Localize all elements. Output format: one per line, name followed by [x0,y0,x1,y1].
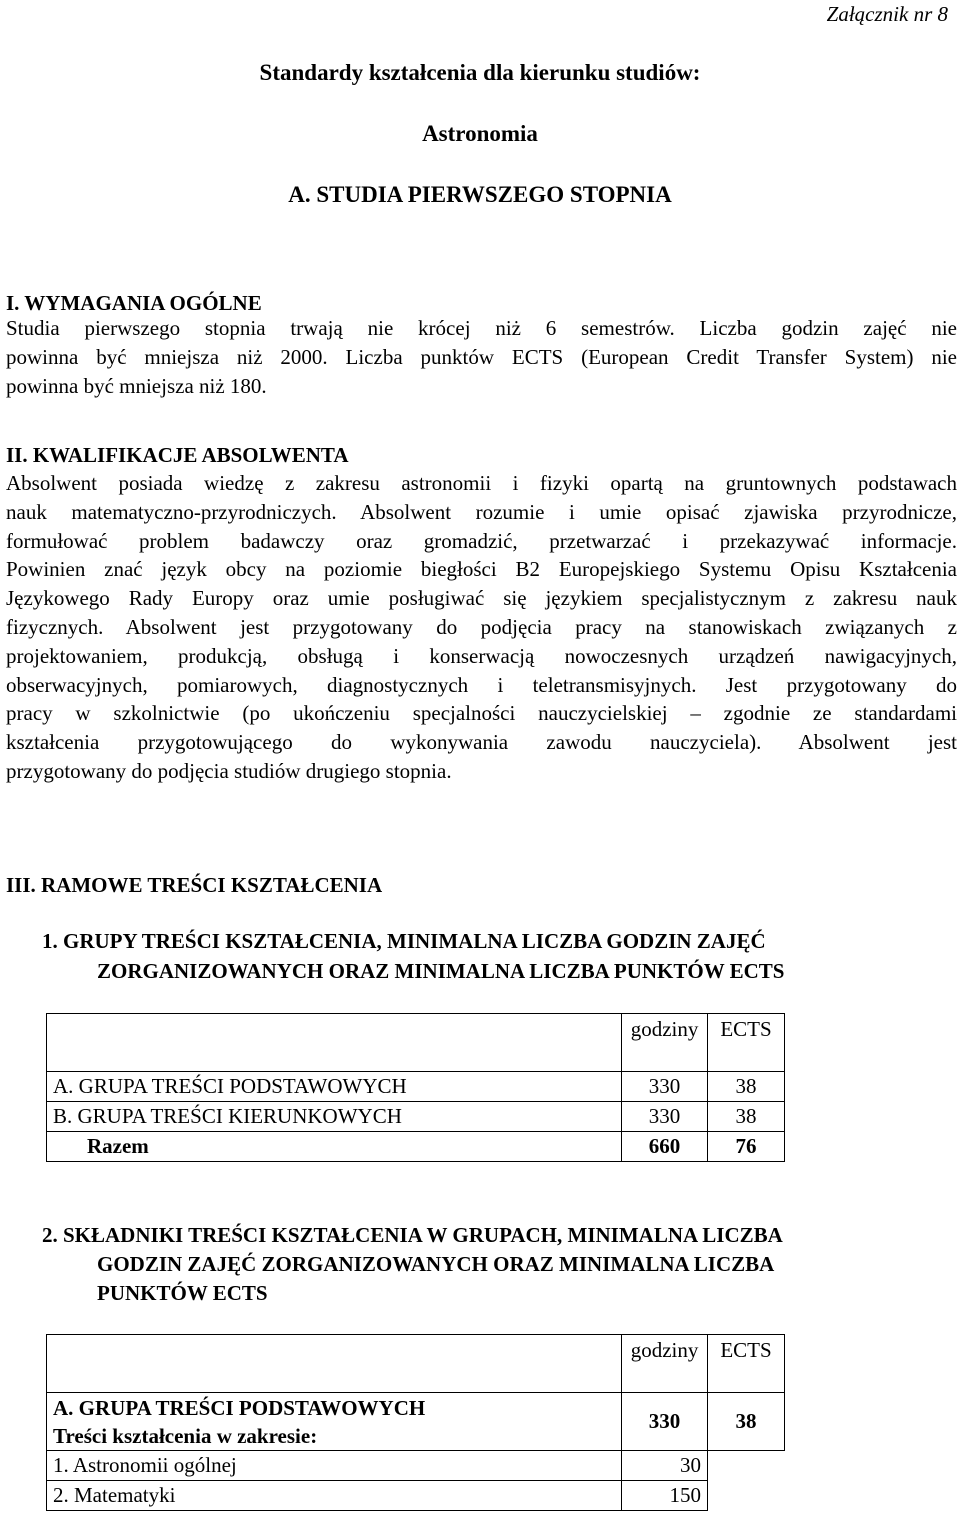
group-name-cell: B. GRUPA TREŚCI KIERUNKOWYCH [47,1102,622,1132]
section-heading-framework-content: III. RAMOWE TREŚCI KSZTAŁCENIA [6,873,383,897]
table-row [47,1072,785,1102]
text-line: Językowego Rady Europy oraz umie posługiwać się językiem specjalistycznym z zakresu nauk [6,586,957,611]
hours-cell: 330 [622,1072,708,1102]
group-name-cell: A. GRUPA TREŚCI PODSTAWOWYCH [47,1072,622,1102]
text-line: Absolwent posiada wiedzę z zakresu astronomii i fizyki opartą na gruntownych podstawach [6,471,957,495]
group-name: A. GRUPA TREŚCI PODSTAWOWYCH [53,1395,426,1420]
ects-column-header: ECTS [708,1014,785,1072]
section-heading-graduate-qualifications: II. KWALIFIKACJE ABSOLWENTA [6,443,349,467]
hours-cell: 30 [622,1451,708,1481]
text-line: projektowaniem, produkcją, obsługą i konserwacją nowoczesnych urządzeń nawigacyjnych, [6,643,957,668]
table-header-row [47,1335,785,1393]
subsection-heading-2-line3: PUNKTÓW ECTS [97,1281,268,1305]
document-title: Standardy kształcenia dla kierunku studiów: [259,60,701,85]
subsection-heading-2-line1: 2. SKŁADNIKI TREŚCI KSZTAŁCENIA W GRUPACH, MINIMALNA LICZBA [42,1223,783,1247]
section-heading-general-requirements: I. WYMAGANIA OGÓLNE [6,291,262,315]
subsection-heading-1-line2: ZORGANIZOWANYCH ORAZ MINIMALNA LICZBA PUNKTÓW ECTS [97,959,785,983]
groups-table [46,1013,785,1162]
empty-cell [708,1481,785,1511]
group-name-cell [47,1393,622,1451]
group-ects-cell: 38 [708,1393,785,1451]
subsection-heading-1-line1: 1. GRUPY TREŚCI KSZTAŁCENIA, MINIMALNA LICZBA GODZIN ZAJĘĆ [42,929,766,953]
text-line: fizycznych. Absolwent jest przygotowany do podjęcia pracy na stanowiskach związanych z [6,614,957,639]
components-table [46,1334,785,1511]
total-hours-cell: 660 [622,1132,708,1162]
group-hours-cell: 330 [622,1393,708,1451]
table-row [47,1481,785,1511]
text-line: Powinien znać język obcy na poziomie biegłości B2 Europejskiego Systemu Opisu Kształcenia [6,557,957,582]
text-line: kształcenia przygotowującego do wykonywania zawodu nauczyciela). Absolwent jest [6,730,957,755]
empty-cell [708,1451,785,1481]
annex-label: Załącznik nr 8 [826,2,948,26]
general-requirements-text [6,314,957,400]
text-line: przygotowany do podjęcia studiów drugiego stopnia. [6,758,452,783]
hours-column-header: godziny [622,1335,708,1393]
table-cell [47,1335,622,1393]
subject-name-cell: 2. Matematyki [47,1481,622,1511]
table-row [47,1451,785,1481]
text-line: nauk matematyczno-przyrodniczych. Absolwent rozumie i umie opisać zjawiska przyrodnicze, [6,499,957,524]
table-cell [47,1014,622,1072]
field-name: Astronomia [422,121,538,146]
text-line: formułować problem badawczy oraz gromadzić, przetwarzać i przekazywać informacje. [6,528,957,553]
text-line: obserwacyjnych, pomiarowych, diagnostycznych i teletransmisyjnych. Jest przygotowany do [6,672,957,697]
graduate-qualifications-text [6,469,957,786]
table-row [47,1102,785,1132]
hours-cell: 330 [622,1102,708,1132]
group-subtitle: Treści kształcenia w zakresie: [53,1423,318,1448]
study-level: A. STUDIA PIERWSZEGO STOPNIA [288,182,672,207]
text-line: powinna być mniejsza niż 180. [6,373,267,398]
table-total-row [47,1132,785,1162]
hours-cell: 150 [622,1481,708,1511]
ects-cell: 38 [708,1072,785,1102]
text-line: Studia pierwszego stopnia trwają nie krócej niż 6 semestrów. Liczba godzin zajęć nie [6,316,957,340]
subsection-heading-2-line2: GODZIN ZAJĘĆ ZORGANIZOWANYCH ORAZ MINIMALNA LICZBA [97,1252,775,1276]
ects-cell: 38 [708,1102,785,1132]
ects-column-header: ECTS [708,1335,785,1393]
subject-name-cell: 1. Astronomii ogólnej [47,1451,622,1481]
hours-column-header: godziny [622,1014,708,1072]
text-line: pracy w szkolnictwie (po ukończeniu specjalności nauczycielskiej – zgodnie ze standardami [6,701,957,726]
total-label-cell: Razem [47,1132,622,1162]
text-line: powinna być mniejsza niż 2000. Liczba punktów ECTS (European Credit Transfer System) nie [6,344,957,369]
group-row [47,1393,785,1451]
table-header-row [47,1014,785,1072]
total-ects-cell: 76 [708,1132,785,1162]
